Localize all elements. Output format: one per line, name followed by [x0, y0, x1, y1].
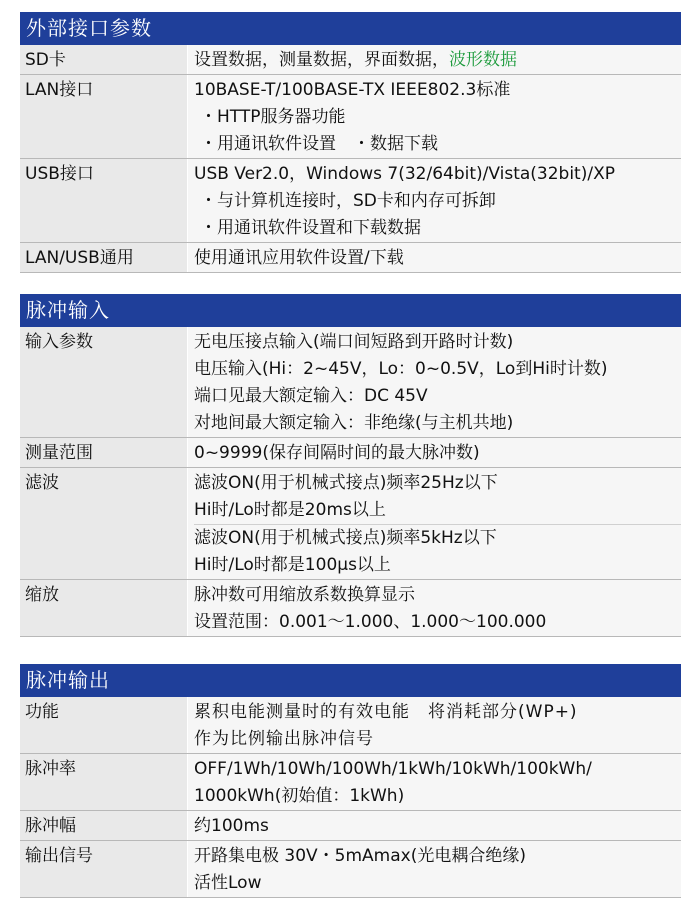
- value-line: 作为比例输出脉冲信号: [194, 729, 374, 749]
- row-label: LAN/USB通用: [20, 243, 188, 272]
- section-pulse-input: [20, 294, 681, 637]
- table-row: [20, 159, 681, 243]
- row-value: [188, 811, 681, 840]
- row-label: SD卡: [20, 45, 188, 74]
- table-row: [20, 841, 681, 898]
- value-line: 对地间最大额定输入：非绝缘(与主机共地): [194, 413, 514, 433]
- value-line: 约100ms: [194, 816, 269, 836]
- value-line: USB Ver2.0，Windows 7(32/64bit)/Vista(32bit)/XP: [194, 164, 615, 184]
- section-title: 外部接口参数: [20, 12, 681, 45]
- table-row: [20, 697, 681, 754]
- value-bullet: ・用通讯软件设置和下载数据: [200, 218, 421, 238]
- value-line: 设置范围：0.001～1.000、1.000～100.000: [194, 612, 547, 632]
- row-label: 输入参数: [20, 327, 188, 437]
- row-value: [188, 159, 681, 242]
- row-value: [188, 438, 681, 467]
- row-label: 测量范围: [20, 438, 188, 467]
- row-label: 脉冲率: [20, 754, 188, 810]
- value-text: 设置数据，测量数据，界面数据，: [194, 50, 449, 70]
- value-line: 端口见最大额定输入：DC 45V: [194, 386, 428, 406]
- row-value: [188, 75, 681, 158]
- row-value: [188, 468, 681, 579]
- section-pulse-output: [20, 664, 681, 898]
- row-label: 滤波: [20, 468, 188, 579]
- row-value: [188, 841, 681, 897]
- value-line: 10BASE-T/100BASE-TX IEEE802.3标准: [194, 80, 511, 100]
- value-line: Hi时/Lo时都是100μs以上: [194, 555, 391, 575]
- table-row: [20, 243, 681, 273]
- table-row: [20, 754, 681, 811]
- value-line: 开路集电极 30V・5mAmax(光电耦合绝缘): [194, 846, 526, 866]
- table-row: [20, 327, 681, 438]
- table-row: [20, 468, 681, 580]
- table-row: [20, 75, 681, 159]
- value-line: 电压输入(Hi：2~45V，Lo：0~0.5V，Lo到Hi时计数): [194, 359, 608, 379]
- value-line: 脉冲数可用缩放系数换算显示: [194, 585, 415, 605]
- value-line: 活性Low: [194, 873, 262, 893]
- value-line: Hi时/Lo时都是20ms以上: [194, 500, 386, 520]
- section-external-interface: [20, 12, 681, 273]
- value-line: 使用通讯应用软件设置/下载: [194, 248, 404, 268]
- value-line: 累积电能测量时的有效电能 将消耗部分(WP+): [194, 702, 578, 722]
- value-line: 滤波ON(用于机械式接点)频率25Hz以下: [194, 473, 498, 493]
- row-label: 输出信号: [20, 841, 188, 897]
- row-value: [188, 243, 681, 272]
- value-line: 1000kWh(初始值：1kWh): [194, 786, 405, 806]
- row-label: 缩放: [20, 580, 188, 636]
- row-value: [188, 697, 681, 753]
- row-value: [188, 580, 681, 636]
- table-row: [20, 811, 681, 841]
- value-line: 0~9999(保存间隔时间的最大脉冲数): [194, 443, 480, 463]
- value-bullet: ・与计算机连接时，SD卡和内存可拆卸: [200, 191, 496, 211]
- value-bullet: ・用通讯软件设置 ・数据下载: [200, 134, 438, 154]
- row-value: [188, 45, 681, 74]
- value-highlight: 波形数据: [449, 50, 517, 70]
- row-value: [188, 754, 681, 810]
- table-row: [20, 45, 681, 75]
- section-title: 脉冲输入: [20, 294, 681, 327]
- row-label: USB接口: [20, 159, 188, 242]
- value-line: 滤波ON(用于机械式接点)频率5kHz以下: [194, 524, 681, 552]
- row-label: 功能: [20, 697, 188, 753]
- value-bullet: ・HTTP服务器功能: [200, 107, 346, 127]
- value-line: OFF/1Wh/10Wh/100Wh/1kWh/10kWh/100kWh/: [194, 759, 592, 779]
- row-label: 脉冲幅: [20, 811, 188, 840]
- section-title: 脉冲输出: [20, 664, 681, 697]
- table-row: [20, 580, 681, 637]
- table-row: [20, 438, 681, 468]
- row-label: LAN接口: [20, 75, 188, 158]
- value-line: 无电压接点输入(端口间短路到开路时计数): [194, 332, 514, 352]
- row-value: [188, 327, 681, 437]
